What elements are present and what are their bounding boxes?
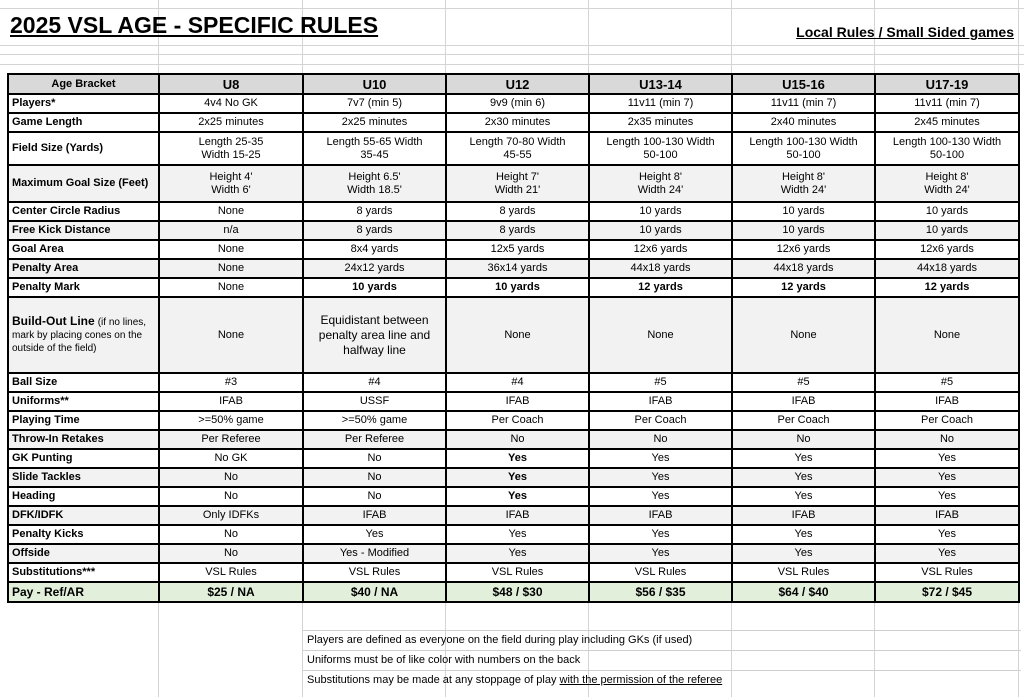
table-cell: Per Coach xyxy=(732,411,875,430)
sheet-gridline xyxy=(0,64,1024,65)
table-cell: #5 xyxy=(732,373,875,392)
table-cell: Length 70-80 Width 45-55 xyxy=(446,132,589,165)
table-cell: IFAB xyxy=(589,392,732,411)
table-cell: IFAB xyxy=(303,506,446,525)
row-label: Slide Tackles xyxy=(8,468,159,487)
table-cell: 12 yards xyxy=(732,278,875,297)
table-cell: IFAB xyxy=(732,506,875,525)
table-row xyxy=(8,221,1019,240)
table-cell: 8 yards xyxy=(303,202,446,221)
table-cell: Height 6.5' Width 18.5' xyxy=(303,165,446,202)
row-label: Playing Time xyxy=(8,411,159,430)
table-cell: IFAB xyxy=(446,392,589,411)
table-cell: Yes xyxy=(303,525,446,544)
table-cell: >=50% game xyxy=(159,411,303,430)
table-cell: Length 55-65 Width 35-45 xyxy=(303,132,446,165)
row-label: Maximum Goal Size (Feet) xyxy=(8,165,159,202)
sheet-gridline xyxy=(0,54,1024,55)
row-label: Game Length xyxy=(8,113,159,132)
table-cell: 12x5 yards xyxy=(446,240,589,259)
table-cell: Height 8' Width 24' xyxy=(732,165,875,202)
table-row xyxy=(8,411,1019,430)
table-cell: Yes xyxy=(446,544,589,563)
table-cell: VSL Rules xyxy=(446,563,589,582)
row-label: DFK/IDFK xyxy=(8,506,159,525)
table-row xyxy=(8,278,1019,297)
table-row xyxy=(8,132,1019,165)
table-cell: No xyxy=(303,487,446,506)
table-cell: 10 yards xyxy=(875,202,1019,221)
table-cell: #4 xyxy=(446,373,589,392)
table-cell: None xyxy=(159,240,303,259)
header-cell-u12: U12 xyxy=(446,74,589,94)
table-cell: Length 100-130 Width 50-100 xyxy=(732,132,875,165)
table-cell: >=50% game xyxy=(303,411,446,430)
table-cell: Yes xyxy=(589,525,732,544)
table-cell: 8 yards xyxy=(446,221,589,240)
table-cell: IFAB xyxy=(589,506,732,525)
table-cell: 2x45 minutes xyxy=(875,113,1019,132)
table-cell: Yes - Modified xyxy=(303,544,446,563)
footnote-substitutions: Substitutions may be made at any stoppage of play with the permission of the referee xyxy=(303,670,1021,690)
table-cell: 11v11 (min 7) xyxy=(732,94,875,113)
table-cell: 12x6 yards xyxy=(875,240,1019,259)
row-label: Throw-In Retakes xyxy=(8,430,159,449)
table-row xyxy=(8,563,1019,582)
table-cell: 2x30 minutes xyxy=(446,113,589,132)
row-label: Heading xyxy=(8,487,159,506)
table-cell: 10 yards xyxy=(875,221,1019,240)
header-cell-u13-14: U13-14 xyxy=(589,74,732,94)
table-cell: $64 / $40 xyxy=(732,582,875,602)
table-cell: #3 xyxy=(159,373,303,392)
table-cell: Yes xyxy=(589,487,732,506)
row-label: Penalty Kicks xyxy=(8,525,159,544)
table-cell: None xyxy=(159,202,303,221)
table-cell: 10 yards xyxy=(732,202,875,221)
table-cell: #5 xyxy=(589,373,732,392)
row-label: GK Punting xyxy=(8,449,159,468)
table-cell: #4 xyxy=(303,373,446,392)
row-label: Players* xyxy=(8,94,159,113)
table-cell: n/a xyxy=(159,221,303,240)
row-label: Substitutions*** xyxy=(8,563,159,582)
row-label-note: (if no lines, mark by placing cones on the outside of the field) xyxy=(12,317,147,354)
table-cell: None xyxy=(875,297,1019,373)
table-cell: VSL Rules xyxy=(303,563,446,582)
table-cell: No xyxy=(159,525,303,544)
table-cell: None xyxy=(732,297,875,373)
row-label: Build-Out Line (if no lines, mark by placing cones on the outside of the field) xyxy=(8,297,159,373)
table-cell: Yes xyxy=(875,487,1019,506)
sheet-gridline xyxy=(0,45,1024,46)
row-label: Offside xyxy=(8,544,159,563)
row-label: Pay - Ref/AR xyxy=(8,582,159,602)
table-cell: IFAB xyxy=(875,506,1019,525)
rules-table xyxy=(7,73,1020,603)
table-cell: Height 4' Width 6' xyxy=(159,165,303,202)
table-cell: VSL Rules xyxy=(875,563,1019,582)
table-cell: No xyxy=(732,430,875,449)
row-label: Uniforms** xyxy=(8,392,159,411)
table-cell: 10 yards xyxy=(732,221,875,240)
table-cell: $56 / $35 xyxy=(589,582,732,602)
table-cell: IFAB xyxy=(446,506,589,525)
table-cell: Yes xyxy=(875,468,1019,487)
table-cell: No xyxy=(303,468,446,487)
table-cell: Yes xyxy=(732,525,875,544)
table-cell: Yes xyxy=(732,468,875,487)
row-label: Ball Size xyxy=(8,373,159,392)
table-cell: Per Referee xyxy=(303,430,446,449)
table-row xyxy=(8,297,1019,373)
table-cell: VSL Rules xyxy=(589,563,732,582)
table-cell: None xyxy=(159,278,303,297)
table-cell: Yes xyxy=(875,449,1019,468)
table-cell: No GK xyxy=(159,449,303,468)
row-label: Free Kick Distance xyxy=(8,221,159,240)
table-row xyxy=(8,544,1019,563)
table-cell: Only IDFKs xyxy=(159,506,303,525)
table-cell: 10 yards xyxy=(589,202,732,221)
table-cell: 36x14 yards xyxy=(446,259,589,278)
footnotes xyxy=(303,630,1021,690)
table-row xyxy=(8,392,1019,411)
table-cell: $48 / $30 xyxy=(446,582,589,602)
table-cell: No xyxy=(303,449,446,468)
table-cell: 8 yards xyxy=(303,221,446,240)
table-cell: No xyxy=(589,430,732,449)
table-row xyxy=(8,94,1019,113)
table-cell: Height 8' Width 24' xyxy=(589,165,732,202)
table-cell: $25 / NA xyxy=(159,582,303,602)
header-cell-u10: U10 xyxy=(303,74,446,94)
table-cell: Yes xyxy=(446,525,589,544)
table-cell: 44x18 yards xyxy=(875,259,1019,278)
table-cell: 2x25 minutes xyxy=(159,113,303,132)
table-cell: Yes xyxy=(446,449,589,468)
table-cell: 2x40 minutes xyxy=(732,113,875,132)
header-cell-u15-16: U15-16 xyxy=(732,74,875,94)
table-cell: 44x18 yards xyxy=(732,259,875,278)
table-cell: 2x35 minutes xyxy=(589,113,732,132)
header-cell-age-bracket: Age Bracket xyxy=(8,74,159,94)
table-row xyxy=(8,165,1019,202)
table-cell: Length 25-35 Width 15-25 xyxy=(159,132,303,165)
row-label: Penalty Area xyxy=(8,259,159,278)
table-cell: None xyxy=(159,259,303,278)
table-cell: VSL Rules xyxy=(732,563,875,582)
table-cell: 2x25 minutes xyxy=(303,113,446,132)
table-cell: Yes xyxy=(875,525,1019,544)
table-row xyxy=(8,449,1019,468)
table-cell: Length 100-130 Width 50-100 xyxy=(589,132,732,165)
table-cell: No xyxy=(159,468,303,487)
table-cell: Yes xyxy=(732,487,875,506)
table-cell: 12x6 yards xyxy=(732,240,875,259)
table-cell: IFAB xyxy=(159,392,303,411)
table-cell: 11v11 (min 7) xyxy=(875,94,1019,113)
table-cell: 44x18 yards xyxy=(589,259,732,278)
table-cell: Height 8' Width 24' xyxy=(875,165,1019,202)
row-label: Goal Area xyxy=(8,240,159,259)
table-cell: 12 yards xyxy=(589,278,732,297)
table-cell: No xyxy=(159,544,303,563)
header-cell-u17-19: U17-19 xyxy=(875,74,1019,94)
table-cell: 10 yards xyxy=(589,221,732,240)
table-cell: 7v7 (min 5) xyxy=(303,94,446,113)
table-row xyxy=(8,525,1019,544)
table-cell: 10 yards xyxy=(446,278,589,297)
table-row xyxy=(8,113,1019,132)
table-row xyxy=(8,487,1019,506)
table-row xyxy=(8,373,1019,392)
table-cell: USSF xyxy=(303,392,446,411)
table-cell: None xyxy=(446,297,589,373)
table-cell: 12x6 yards xyxy=(589,240,732,259)
table-cell: Yes xyxy=(589,544,732,563)
table-cell: #5 xyxy=(875,373,1019,392)
table-row xyxy=(8,240,1019,259)
table-cell: Per Coach xyxy=(589,411,732,430)
table-cell: No xyxy=(446,430,589,449)
row-label: Field Size (Yards) xyxy=(8,132,159,165)
table-cell: 11v11 (min 7) xyxy=(589,94,732,113)
table-cell: Per Referee xyxy=(159,430,303,449)
table-row xyxy=(8,468,1019,487)
table-cell: Yes xyxy=(446,468,589,487)
table-cell: No xyxy=(875,430,1019,449)
table-cell: 4v4 No GK xyxy=(159,94,303,113)
table-cell: None xyxy=(159,297,303,373)
table-row xyxy=(8,202,1019,221)
table-cell: Yes xyxy=(732,449,875,468)
table-cell: $40 / NA xyxy=(303,582,446,602)
table-cell: 8x4 yards xyxy=(303,240,446,259)
table-cell: Equidistant between penalty area line and halfway line xyxy=(303,297,446,373)
table-cell: VSL Rules xyxy=(159,563,303,582)
table-row-pay xyxy=(8,582,1019,602)
page-title: 2025 VSL AGE - SPECIFIC RULES xyxy=(10,12,379,38)
table-cell: No xyxy=(159,487,303,506)
page-subtitle: Local Rules / Small Sided games xyxy=(796,24,1014,40)
table-row xyxy=(8,430,1019,449)
table-cell: $72 / $45 xyxy=(875,582,1019,602)
header-cell-u8: U8 xyxy=(159,74,303,94)
header-row xyxy=(8,74,1019,94)
table-cell: None xyxy=(589,297,732,373)
row-label: Penalty Mark xyxy=(8,278,159,297)
table-cell: Yes xyxy=(732,544,875,563)
table-cell: Yes xyxy=(446,487,589,506)
table-cell: IFAB xyxy=(732,392,875,411)
footnote-players: Players are defined as everyone on the field during play including GKs (if used) xyxy=(303,630,1021,650)
table-cell: Yes xyxy=(589,468,732,487)
table-cell: Length 100-130 Width 50-100 xyxy=(875,132,1019,165)
table-cell: Yes xyxy=(589,449,732,468)
table-cell: 12 yards xyxy=(875,278,1019,297)
table-cell: Height 7' Width 21' xyxy=(446,165,589,202)
table-cell: Per Coach xyxy=(875,411,1019,430)
table-row xyxy=(8,506,1019,525)
table-cell: IFAB xyxy=(875,392,1019,411)
row-label: Center Circle Radius xyxy=(8,202,159,221)
table-cell: 24x12 yards xyxy=(303,259,446,278)
sheet-gridline xyxy=(0,8,1024,9)
table-cell: 10 yards xyxy=(303,278,446,297)
table-cell: 9v9 (min 6) xyxy=(446,94,589,113)
table-cell: Yes xyxy=(875,544,1019,563)
footnote-uniforms: Uniforms must be of like color with numbers on the back xyxy=(303,650,1021,670)
table-cell: 8 yards xyxy=(446,202,589,221)
table-row xyxy=(8,259,1019,278)
table-cell: Per Coach xyxy=(446,411,589,430)
